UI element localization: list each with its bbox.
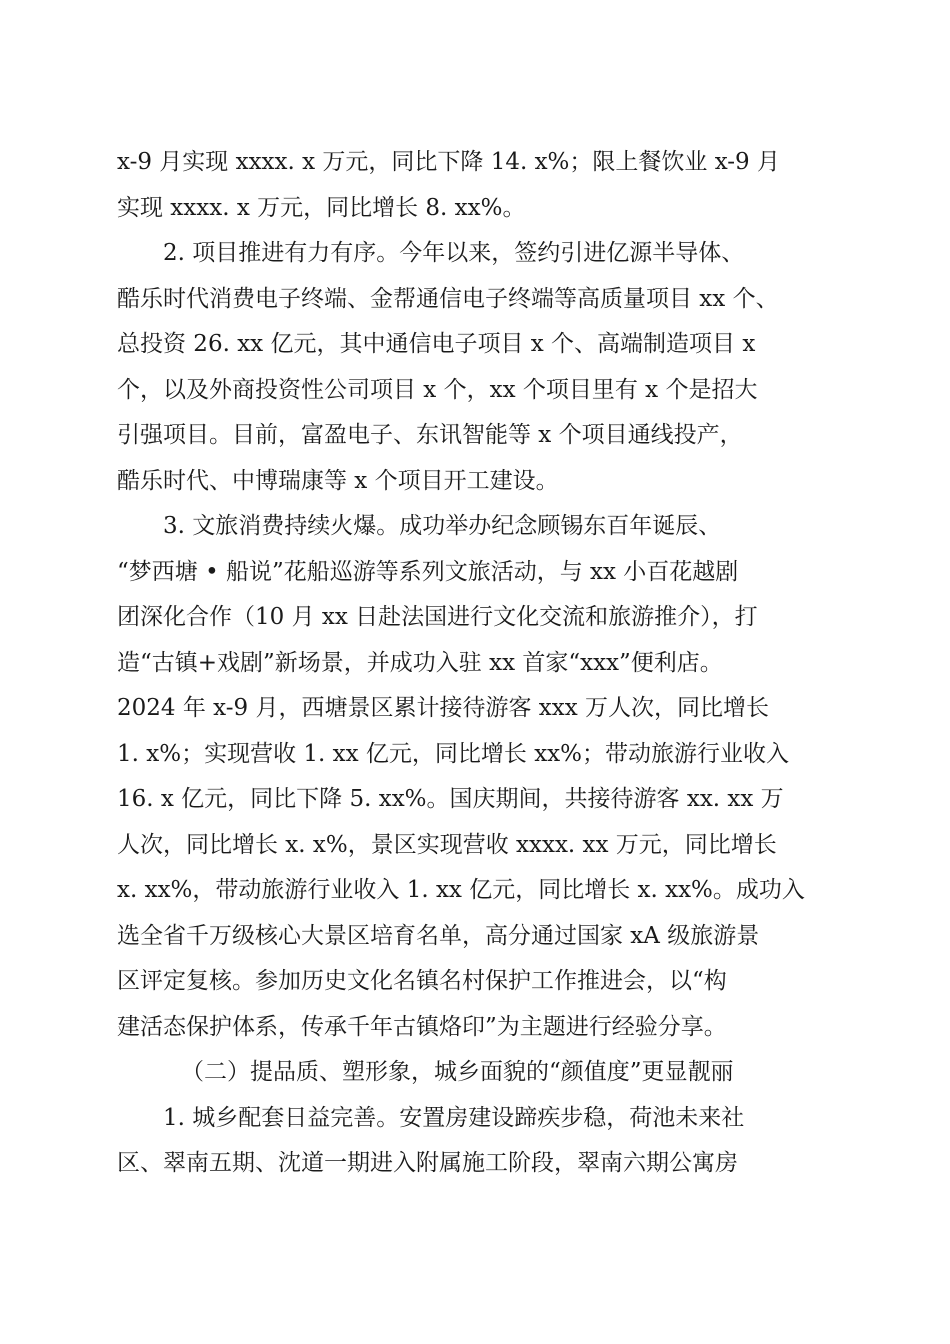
text-line: 团深化合作（10 月 xx 日赴法国进行文化交流和旅游推介），打 [117,604,758,630]
text-line: x-9 月实现 xxxx. x 万元，同比下降 14. x%；限上餐饮业 x-9 月 [117,149,781,175]
text-line: 引强项目。目前，富盈电子、东讯智能等 x 个项目通线投产， [117,422,743,448]
paragraph-retail-continuation [117,140,827,231]
text-line: 1. x%；实现营收 1. xx 亿元，同比增长 xx%；带动旅游行业收入 [117,740,790,767]
text-line: “梦西塘 • 船说”花船巡游等系列文旅活动，与 xx 小百花越剧 [117,558,739,585]
text-line: 区评定复核。参加历史文化名镇名村保护工作推进会，以“构 [117,968,727,994]
text-line: 酷乐时代、中博瑞康等 x 个项目开工建设。 [117,467,559,494]
section-heading-text: （二）提品质、塑形象，城乡面貌的“颜值度”更显靓丽 [181,1059,734,1085]
text-line: 2. 项目推进有力有序。今年以来，签约引进亿源半导体、 [163,240,745,266]
paragraph-urban-facilities [117,1096,827,1187]
text-line: x. xx%，带动旅游行业收入 1. xx 亿元，同比增长 x. xx%。成功入 [117,877,805,903]
paragraph-project-progress [117,231,827,504]
document-body [117,140,827,1187]
text-line: 个，以及外商投资性公司项目 x 个，xx 个项目里有 x 个是招大 [117,376,758,403]
text-line: 1. 城乡配套日益完善。安置房建设蹄疾步稳，荷池未来社 [163,1104,745,1131]
text-line: 总投资 26. xx 亿元，其中通信电子项目 x 个、高端制造项目 x [117,331,756,357]
text-line: 选全省千万级核心大景区培育名单，高分通过国家 xA 级旅游景 [117,922,760,949]
text-line: 区、翠南五期、沈道一期进入附属施工阶段，翠南六期公寓房 [117,1150,738,1176]
text-line: 16. x 亿元，同比下降 5. xx%。国庆期间，共接待游客 xx. xx 万 [117,786,784,812]
section-heading [117,1050,827,1096]
text-line: 2024 年 x-9 月，西塘景区累计接待游客 xxx 万人次，同比增长 [117,695,769,721]
text-line: 实现 xxxx. x 万元，同比增长 8. xx%。 [117,194,526,221]
text-line: 3. 文旅消费持续火爆。成功举办纪念顾锡东百年诞辰、 [163,513,722,539]
paragraph-tourism-consumption [117,504,827,1050]
text-line: 建活态保护体系，传承千年古镇烙印”为主题进行经验分享。 [117,1013,727,1040]
text-line: 人次，同比增长 x. x%，景区实现营收 xxxx. xx 万元，同比增长 [117,831,777,858]
text-line: 造“古镇+戏剧”新场景，并成功入驻 xx 首家“xxx”便利店。 [117,649,723,676]
text-line: 酷乐时代消费电子终端、金帮通信电子终端等高质量项目 xx 个、 [117,285,779,312]
